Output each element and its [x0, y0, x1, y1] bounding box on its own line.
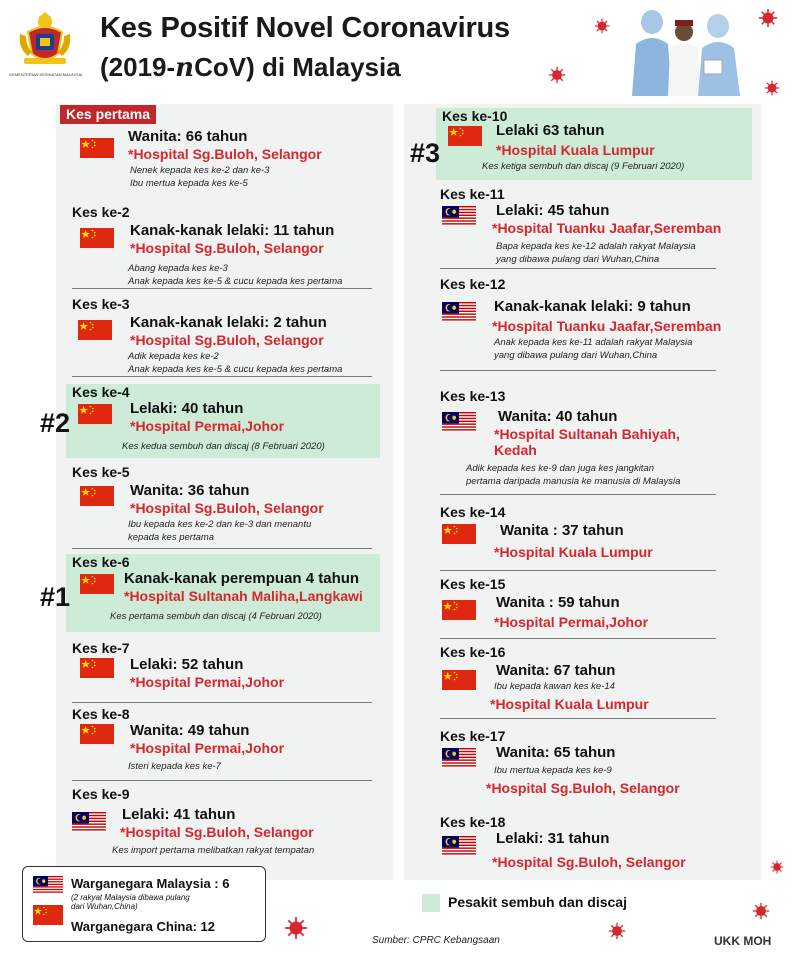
patient-description: Wanita : 59 tahun	[496, 594, 620, 611]
virus-icon	[770, 860, 784, 874]
patient-description: Wanita: 67 tahun	[496, 662, 616, 679]
case-label: Kes ke-11	[440, 186, 505, 202]
hospital-name: *Hospital Sg.Buloh, Selangor	[128, 146, 322, 162]
case-card	[404, 814, 761, 880]
case-label: Kes ke-3	[72, 296, 130, 312]
page-title: Kes Positif Novel Coronavirus	[100, 12, 510, 44]
case-note: Kes ketiga sembuh dan discaj (9 Februari 2020)	[482, 161, 685, 172]
case-note: Ibu kepada kawan kes ke-14	[494, 681, 615, 692]
china-flag-icon	[80, 724, 114, 744]
china-flag-icon	[78, 320, 112, 340]
case-note: Abang kepada kes ke-3 Anak kepada kes ke-5 & cucu kepada kes pertama	[128, 263, 343, 287]
case-divider	[72, 288, 372, 289]
hospital-name: *Hospital Permai,Johor	[130, 674, 285, 690]
recovery-order-badge: #1	[40, 582, 71, 612]
china-flag-icon	[80, 574, 114, 594]
case-label: Kes ke-13	[440, 388, 506, 404]
case-divider	[72, 548, 372, 549]
virus-icon	[284, 916, 308, 940]
case-label: Kes ke-6	[72, 554, 130, 570]
source-text: Sumber: CPRC Kebangsaan	[372, 935, 500, 946]
case-card	[404, 186, 761, 270]
china-flag-icon	[442, 524, 476, 544]
case-label: Kes ke-18	[440, 814, 506, 830]
patient-description: Lelaki: 41 tahun	[122, 806, 236, 823]
medical-staff-photo-icon	[622, 4, 746, 96]
hospital-name: *Hospital Permai,Johor	[494, 614, 649, 630]
case-label: Kes ke-9	[72, 786, 130, 802]
header	[0, 0, 796, 100]
case-card	[404, 728, 761, 812]
case-divider	[440, 718, 716, 719]
case-card	[40, 384, 380, 458]
case-card	[56, 464, 393, 550]
patient-description: Kanak-kanak perempuan 4 tahun	[124, 570, 360, 587]
malaysia-flag-icon	[72, 812, 106, 832]
china-flag-icon	[80, 658, 114, 678]
case-divider	[440, 570, 716, 571]
malaysia-flag-icon	[442, 836, 476, 856]
legend-china-label: Warganegara China: 12	[71, 919, 216, 934]
case-card	[56, 106, 393, 189]
case-divider	[440, 494, 716, 495]
recovery-order-badge: #2	[40, 408, 71, 438]
patient-description: Kanak-kanak lelaki: 9 tahun	[494, 298, 691, 315]
case-card	[404, 276, 761, 372]
crest-caption: KEMENTERIAN KESIHATAN MALAYSIA	[9, 72, 83, 77]
virus-icon	[608, 922, 626, 940]
malaysia-coat-of-arms-icon	[14, 8, 76, 70]
legend-malaysia-note: (2 rakyat Malaysia dibawa pulang dari Wuhan,China)	[71, 893, 190, 911]
case-note: Isteri kepada kes ke-7	[128, 761, 221, 772]
hospital-name: *Hospital Tuanku Jaafar,Seremban	[492, 318, 722, 334]
hospital-name: *Hospital Sg.Buloh, Selangor	[486, 780, 680, 796]
case-card	[404, 504, 761, 572]
case-label: Kes ke-2	[72, 204, 130, 220]
case-card	[56, 204, 393, 290]
case-note: Kes kedua sembuh dan discaj (8 Februari 2020)	[122, 441, 325, 452]
case-note: Bapa kepada kes ke-12 adalah rakyat Malaysia yang dibawa pulang dari Wuhan,China	[496, 241, 696, 265]
case-card	[56, 640, 393, 704]
malaysia-flag-icon	[442, 748, 476, 768]
case-note: Nenek kepada kes ke-2 dan ke-3 Ibu mertua kepada kes ke-5	[130, 165, 270, 189]
china-flag-icon	[80, 138, 114, 158]
patient-description: Wanita: 40 tahun	[498, 408, 618, 425]
patient-description: Wanita: 66 tahun	[128, 128, 248, 145]
case-label: Kes ke-5	[72, 464, 130, 480]
malaysia-flag-icon	[442, 302, 476, 322]
china-flag-icon	[442, 600, 476, 620]
china-flag-icon	[448, 126, 482, 146]
china-flag-icon	[80, 228, 114, 248]
hospital-name: *Hospital Sg.Buloh, Selangor	[130, 500, 324, 516]
hospital-name: *Hospital Sg.Buloh, Selangor	[492, 854, 686, 870]
hospital-name: *Hospital Sg.Buloh, Selangor	[120, 824, 314, 840]
hospital-name: *Hospital Kuala Lumpur	[496, 142, 655, 158]
recovery-order-badge: #3	[410, 138, 441, 168]
case-divider	[72, 780, 372, 781]
patient-description: Wanita: 49 tahun	[130, 722, 250, 739]
case-label: Kes ke-12	[440, 276, 506, 292]
case-card	[56, 296, 393, 380]
patient-description: Kanak-kanak lelaki: 2 tahun	[130, 314, 327, 331]
case-card	[404, 388, 761, 496]
case-card	[404, 576, 761, 640]
case-label: Kes pertama	[60, 105, 156, 124]
china-flag-icon	[80, 486, 114, 506]
hospital-name: *Hospital Kuala Lumpur	[494, 544, 653, 560]
virus-icon	[764, 80, 780, 96]
case-card	[410, 108, 752, 180]
malaysia-flag-icon	[33, 876, 63, 894]
china-flag-icon	[442, 670, 476, 690]
patient-description: Kanak-kanak lelaki: 11 tahun	[130, 222, 335, 239]
case-card	[40, 554, 380, 632]
case-card	[56, 786, 393, 866]
case-note: Adik kepada kes ke-2 Anak kepada kes ke-5 & cucu kepada kes pertama	[128, 351, 343, 375]
patient-description: Lelaki: 40 tahun	[130, 400, 244, 417]
case-divider	[440, 268, 716, 269]
case-divider	[72, 702, 372, 703]
hospital-name: *Hospital Sultanah Bahiyah, Kedah	[494, 426, 680, 458]
case-note: Adik kepada kes ke-9 dan juga kes jangkitan pertama daripada manusia ke manusia di Malaysia	[466, 463, 681, 487]
patient-description: Wanita: 36 tahun	[130, 482, 250, 499]
case-label: Kes ke-10	[442, 108, 508, 124]
case-label: Kes ke-16	[440, 644, 506, 660]
hospital-name: *Hospital Tuanku Jaafar,Seremban	[492, 220, 722, 236]
nationality-legend	[22, 866, 266, 942]
case-label: Kes ke-7	[72, 640, 130, 656]
hospital-name: *Hospital Permai,Johor	[130, 418, 285, 434]
hospital-name: *Hospital Sg.Buloh, Selangor	[130, 240, 324, 256]
recovered-color-key	[422, 894, 440, 912]
case-label: Kes ke-14	[440, 504, 506, 520]
case-note: Kes pertama sembuh dan discaj (4 Februari 2020)	[110, 611, 322, 622]
hospital-name: *Hospital Sultanah Maliha,Langkawi	[124, 588, 363, 604]
case-divider	[440, 370, 716, 371]
patient-description: Lelaki: 31 tahun	[496, 830, 610, 847]
case-card	[56, 706, 393, 782]
virus-icon	[758, 8, 778, 28]
case-label: Kes ke-4	[72, 384, 130, 400]
case-label: Kes ke-15	[440, 576, 506, 592]
virus-icon	[548, 66, 566, 84]
china-flag-icon	[78, 404, 112, 424]
case-note: Anak kepada kes ke-11 adalah rakyat Malaysia yang dibawa pulang dari Wuhan,China	[494, 337, 693, 361]
case-note: Ibu kepada kes ke-2 dan ke-3 dan menantu kepada kes pertama	[128, 519, 312, 543]
case-label: Kes ke-8	[72, 706, 130, 722]
case-card	[404, 644, 761, 718]
virus-icon	[594, 18, 610, 34]
case-note: Ibu mertua kepada kes ke-9	[494, 765, 612, 776]
case-divider	[72, 376, 372, 377]
malaysia-flag-icon	[442, 206, 476, 226]
credit-text: UKK MOH	[714, 934, 772, 948]
case-note: Kes import pertama melibatkan rakyat tempatan	[112, 845, 315, 856]
patient-description: Lelaki 63 tahun	[496, 122, 605, 139]
china-flag-icon	[33, 905, 63, 925]
malaysia-flag-icon	[442, 412, 476, 432]
hospital-name: *Hospital Kuala Lumpur	[490, 696, 649, 712]
hospital-name: *Hospital Permai,Johor	[130, 740, 285, 756]
patient-description: Wanita: 65 tahun	[496, 744, 616, 761]
patient-description: Lelaki: 52 tahun	[130, 656, 244, 673]
patient-description: Lelaki: 45 tahun	[496, 202, 610, 219]
virus-icon	[752, 902, 770, 920]
case-label: Kes ke-17	[440, 728, 506, 744]
patient-description: Wanita : 37 tahun	[500, 522, 624, 539]
legend-malaysia-label: Warganegara Malaysia : 6	[71, 876, 230, 891]
recovered-key-label: Pesakit sembuh dan discaj	[448, 894, 627, 910]
page-subtitle: (2019-nCoV) di Malaysia	[100, 52, 401, 83]
case-divider	[440, 638, 716, 639]
hospital-name: *Hospital Sg.Buloh, Selangor	[130, 332, 324, 348]
